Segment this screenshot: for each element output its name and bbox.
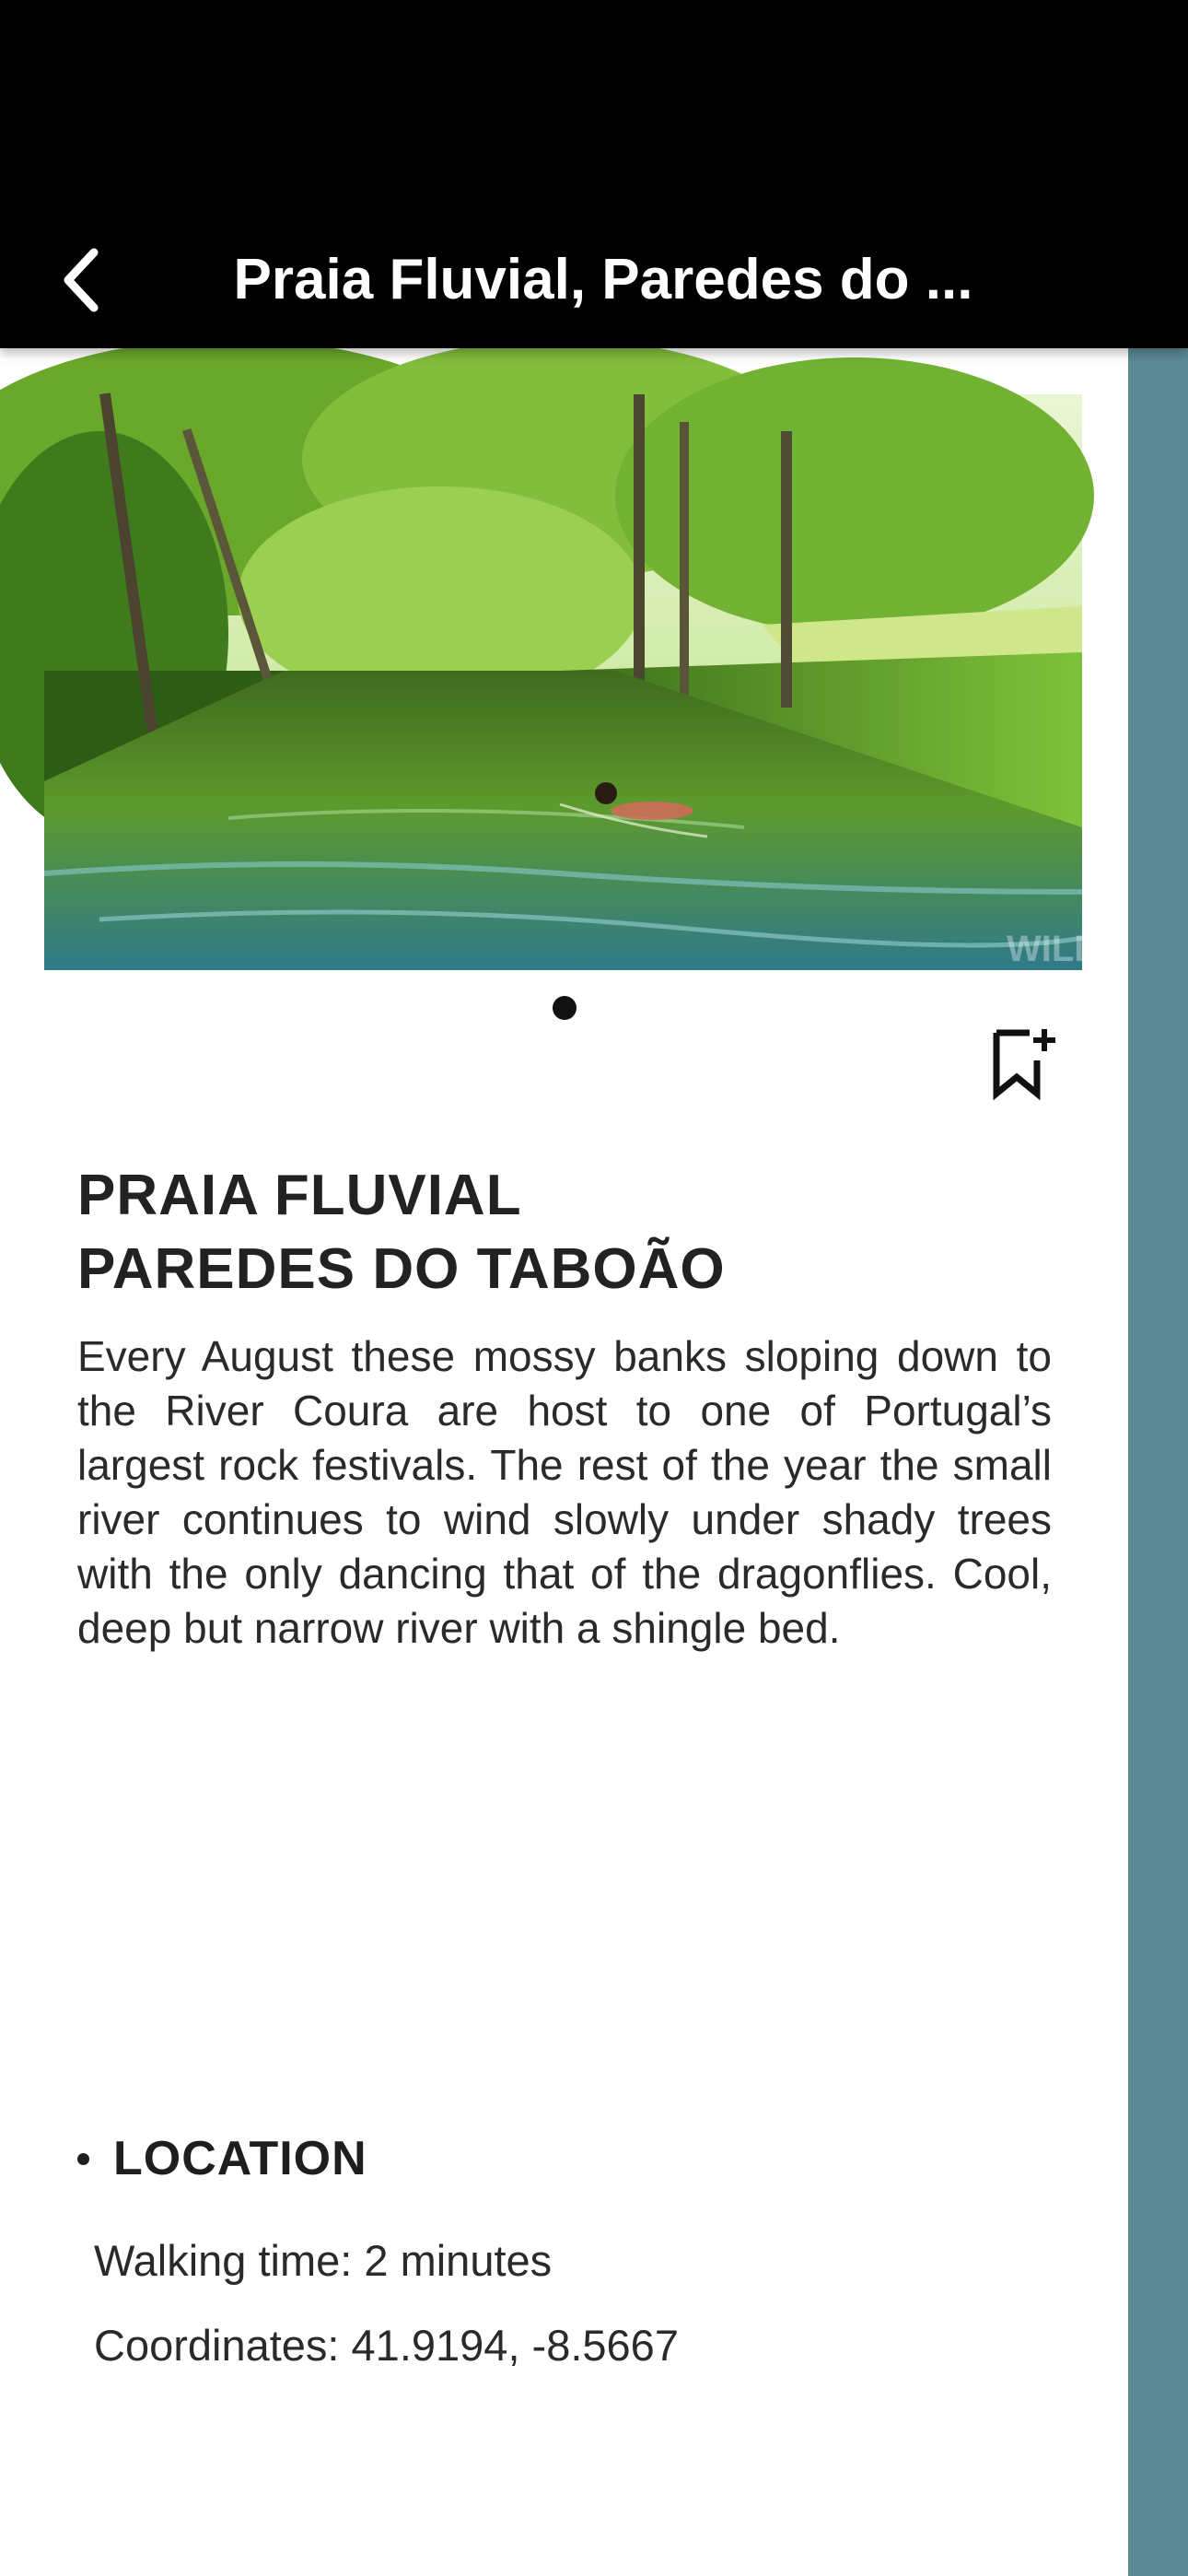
bullet-icon bbox=[77, 2153, 89, 2165]
chevron-left-icon bbox=[53, 243, 109, 317]
photo-watermark: WILD bbox=[1007, 929, 1101, 969]
back-button[interactable] bbox=[33, 232, 129, 328]
location-heading-label: LOCATION bbox=[113, 2132, 367, 2185]
hero-image-carousel[interactable] bbox=[44, 394, 1101, 970]
place-title bbox=[77, 1159, 1054, 1306]
status-bar bbox=[0, 0, 1188, 212]
detail-content bbox=[0, 348, 1128, 2576]
place-title-line2: PAREDES DO TABOÃO bbox=[77, 1237, 726, 1301]
walking-time: Walking time: 2 minutes bbox=[94, 2236, 553, 2285]
bookmark-add-button[interactable] bbox=[981, 1023, 1064, 1106]
navigation-bar bbox=[0, 212, 1188, 348]
bookmark-add-icon bbox=[989, 1027, 1055, 1101]
carousel-indicator[interactable] bbox=[0, 993, 1128, 1023]
place-description: Every August these mossy banks sloping down to the River Coura are host to one of Portugal’s largest rock festivals. The rest of the year the small river continues to wind slowly under shady trees with the only dancing that of the dragonflies. Cool, deep but narrow river with a shingle bed. bbox=[77, 1332, 1052, 1652]
carousel-dot-active[interactable] bbox=[553, 996, 577, 1020]
side-panel-edge[interactable] bbox=[1128, 348, 1188, 2576]
page-title: Praia Fluvial, Paredes do ... bbox=[233, 248, 973, 311]
location-heading bbox=[77, 2131, 367, 2186]
coordinates: Coordinates: 41.9194, -8.5667 bbox=[94, 2321, 679, 2370]
river-photo bbox=[44, 394, 1101, 970]
place-title-line1: PRAIA FLUVIAL bbox=[77, 1164, 522, 1227]
